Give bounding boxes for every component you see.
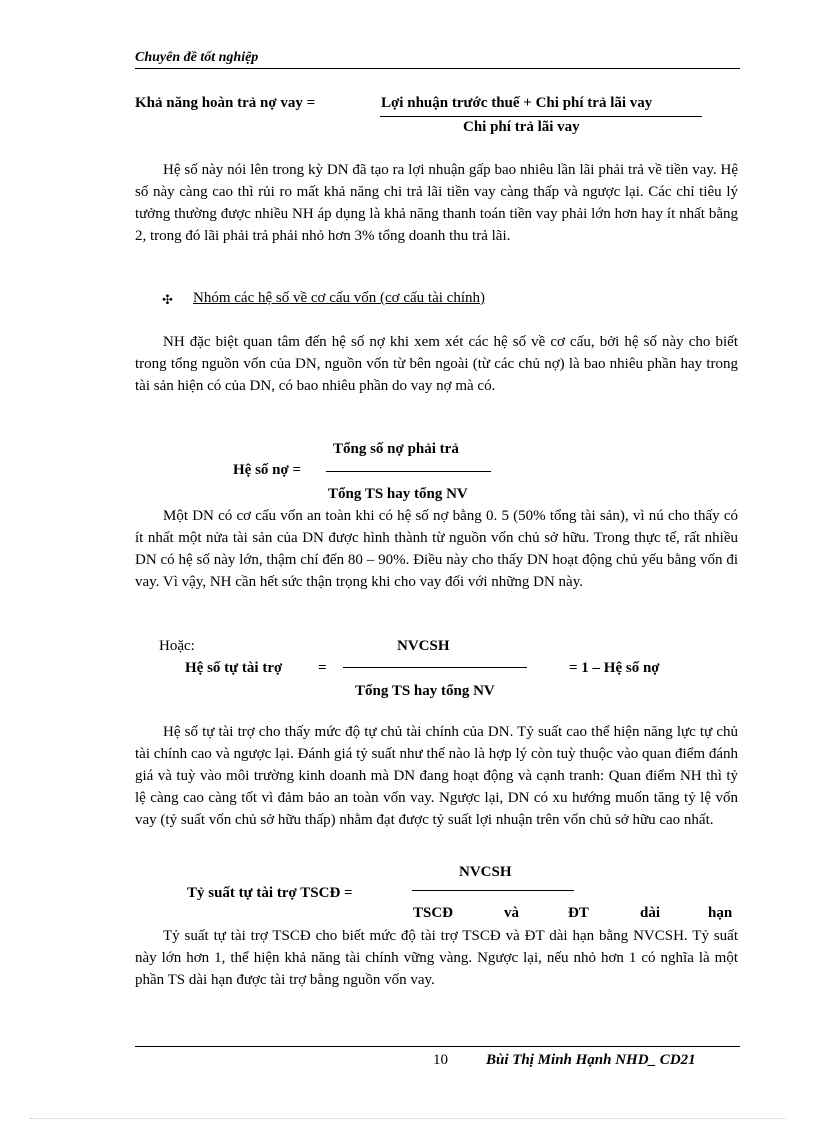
formula-fixed-denominator-word: và — [504, 905, 519, 921]
paragraph-debt-intro — [135, 331, 738, 397]
formula-debt-denominator: Tổng TS hay tổng NV — [328, 486, 468, 502]
formula-fixed-denominator-word: ĐT — [568, 905, 589, 921]
formula-fixed-denominator-word: hạn — [708, 905, 733, 921]
formula-debt-numerator: Tổng số nợ phải trả — [333, 441, 459, 457]
formula-fixed-denominator-word: TSCĐ — [413, 905, 454, 921]
formula-fixed-label: Tỷ suất tự tài trợ TSCĐ = — [187, 885, 353, 901]
formula-equity-equals: = — [318, 660, 327, 676]
formula-fixed-denominator-word: dài — [640, 905, 661, 921]
formula-repay-numerator: Lợi nhuận trước thuế + Chi phí trả lãi vay — [381, 95, 653, 111]
formula-equity-numerator: NVCSH — [397, 638, 450, 654]
formula-fixed-fraction-bar — [412, 890, 574, 891]
bullet-icon: ✣ — [162, 292, 173, 307]
paragraph-equity-ratio — [135, 721, 738, 831]
paragraph-text: Một DN có cơ cấu vốn an toàn khi có hệ số nợ bằng 0. 5 (50% tổng tài sản), vì nú cho thấy có ít nhất một nửa tài sản của DN được hình thành từ nguồn vốn chủ sở hữu. Trong thực tế, rất nhiều DN có hệ số này lớn, thậm chí đến 80 – 90%. Điều này cho thấy DN hoạt động chủ yếu bằng vốn đi vay. Vì vậy, NH cần hết sức thận trọng khi cho vay đối với những DN này. — [135, 508, 738, 590]
formula-equity-result: = 1 – Hệ số nợ — [569, 660, 660, 676]
paragraph-text: Hệ số này nói lên trong kỳ DN đã tạo ra lợi nhuận gấp bao nhiêu lần lãi phải trả về tiền vay. Hệ số này càng cao thì rủi ro mất khả năng chi trả lãi tiền vay càng thấp và ngược lại. Các chỉ tiêu lý tưởng thường được nhiều NH áp dụng là khả năng thanh toán tiền vay phải lớn hơn hay ít nhất bằng 2, trong đó lãi phải trả phải nhỏ hơn 3% tổng doanh thu trả lãi. — [135, 162, 738, 244]
paragraph-fixed-asset-ratio — [135, 925, 738, 991]
formula-equity-prefix: Hoặc: — [159, 638, 195, 654]
paragraph-interest-coverage — [135, 159, 738, 247]
section-heading-capital-structure: Nhóm các hệ số về cơ cấu vốn (cơ cấu tài chính) — [193, 290, 485, 306]
formula-debt-label: Hệ số nợ = — [233, 462, 302, 478]
footer-divider — [135, 1046, 740, 1047]
formula-repay-label: Khả năng hoàn trả nợ vay = — [135, 95, 316, 111]
footer-author: Bùi Thị Minh Hạnh NHD_ CD21 — [486, 1052, 696, 1068]
header-divider — [135, 68, 740, 69]
formula-equity-denominator: Tổng TS hay tổng NV — [355, 683, 495, 699]
paragraph-text: Tỷ suất tự tài trợ TSCĐ cho biết mức độ tài trợ TSCĐ và ĐT dài hạn bằng NVCSH. Tỷ suất này lớn hơn 1, thể hiện khả năng tài chính vững vàng. Ngược lại, nếu nhỏ hơn 1 có nghĩa là một phần TS dài hạn được tài trợ bằng nguồn vốn vay. — [135, 928, 738, 988]
formula-debt-fraction-bar — [326, 471, 491, 472]
formula-equity-fraction-bar — [343, 667, 527, 668]
formula-fixed-numerator: NVCSH — [459, 864, 512, 880]
page-number: 10 — [433, 1052, 448, 1068]
formula-equity-label: Hệ số tự tài trợ — [185, 660, 283, 676]
paragraph-text: NH đặc biệt quan tâm đến hệ số nợ khi xem xét các hệ số về cơ cấu, bởi hệ số này cho biết trong tổng nguồn vốn của DN, nguồn vốn từ bên ngoài (từ các chủ nợ) là bao nhiêu phần hay trong tài sản hiện có của DN, có bao nhiêu phần do vay nợ mà có. — [135, 334, 738, 394]
paragraph-debt-ratio — [135, 505, 738, 593]
formula-repay-fraction-bar — [380, 116, 702, 117]
header-title: Chuyên đề tốt nghiệp — [135, 50, 259, 65]
page-bottom-dotted-border — [30, 1118, 786, 1119]
formula-repay-denominator: Chi phí trả lãi vay — [463, 119, 580, 135]
paragraph-text: Hệ số tự tài trợ cho thấy mức độ tự chủ tài chính của DN. Tỷ suất cao thể hiện năng lực tự chủ tài chính cao và ngược lại. Đánh giá tỷ suất như thế nào là hợp lý còn tuỳ thuộc vào quan điểm đánh giá và tuỳ vào môi trường kinh doanh mà DN đang hoạt động và cạnh tranh: Quan điểm NH thì tỷ lệ càng cao càng tốt vì đảm bảo an toàn vốn vay. Ngược lại, DN có xu hướng muốn tăng tỷ lệ vốn vay (tỷ suất vốn chủ sở hữu thấp) nhằm đạt được tỷ suất lợi nhuận trên vốn chủ sở hữu cao nhất. — [135, 724, 738, 828]
